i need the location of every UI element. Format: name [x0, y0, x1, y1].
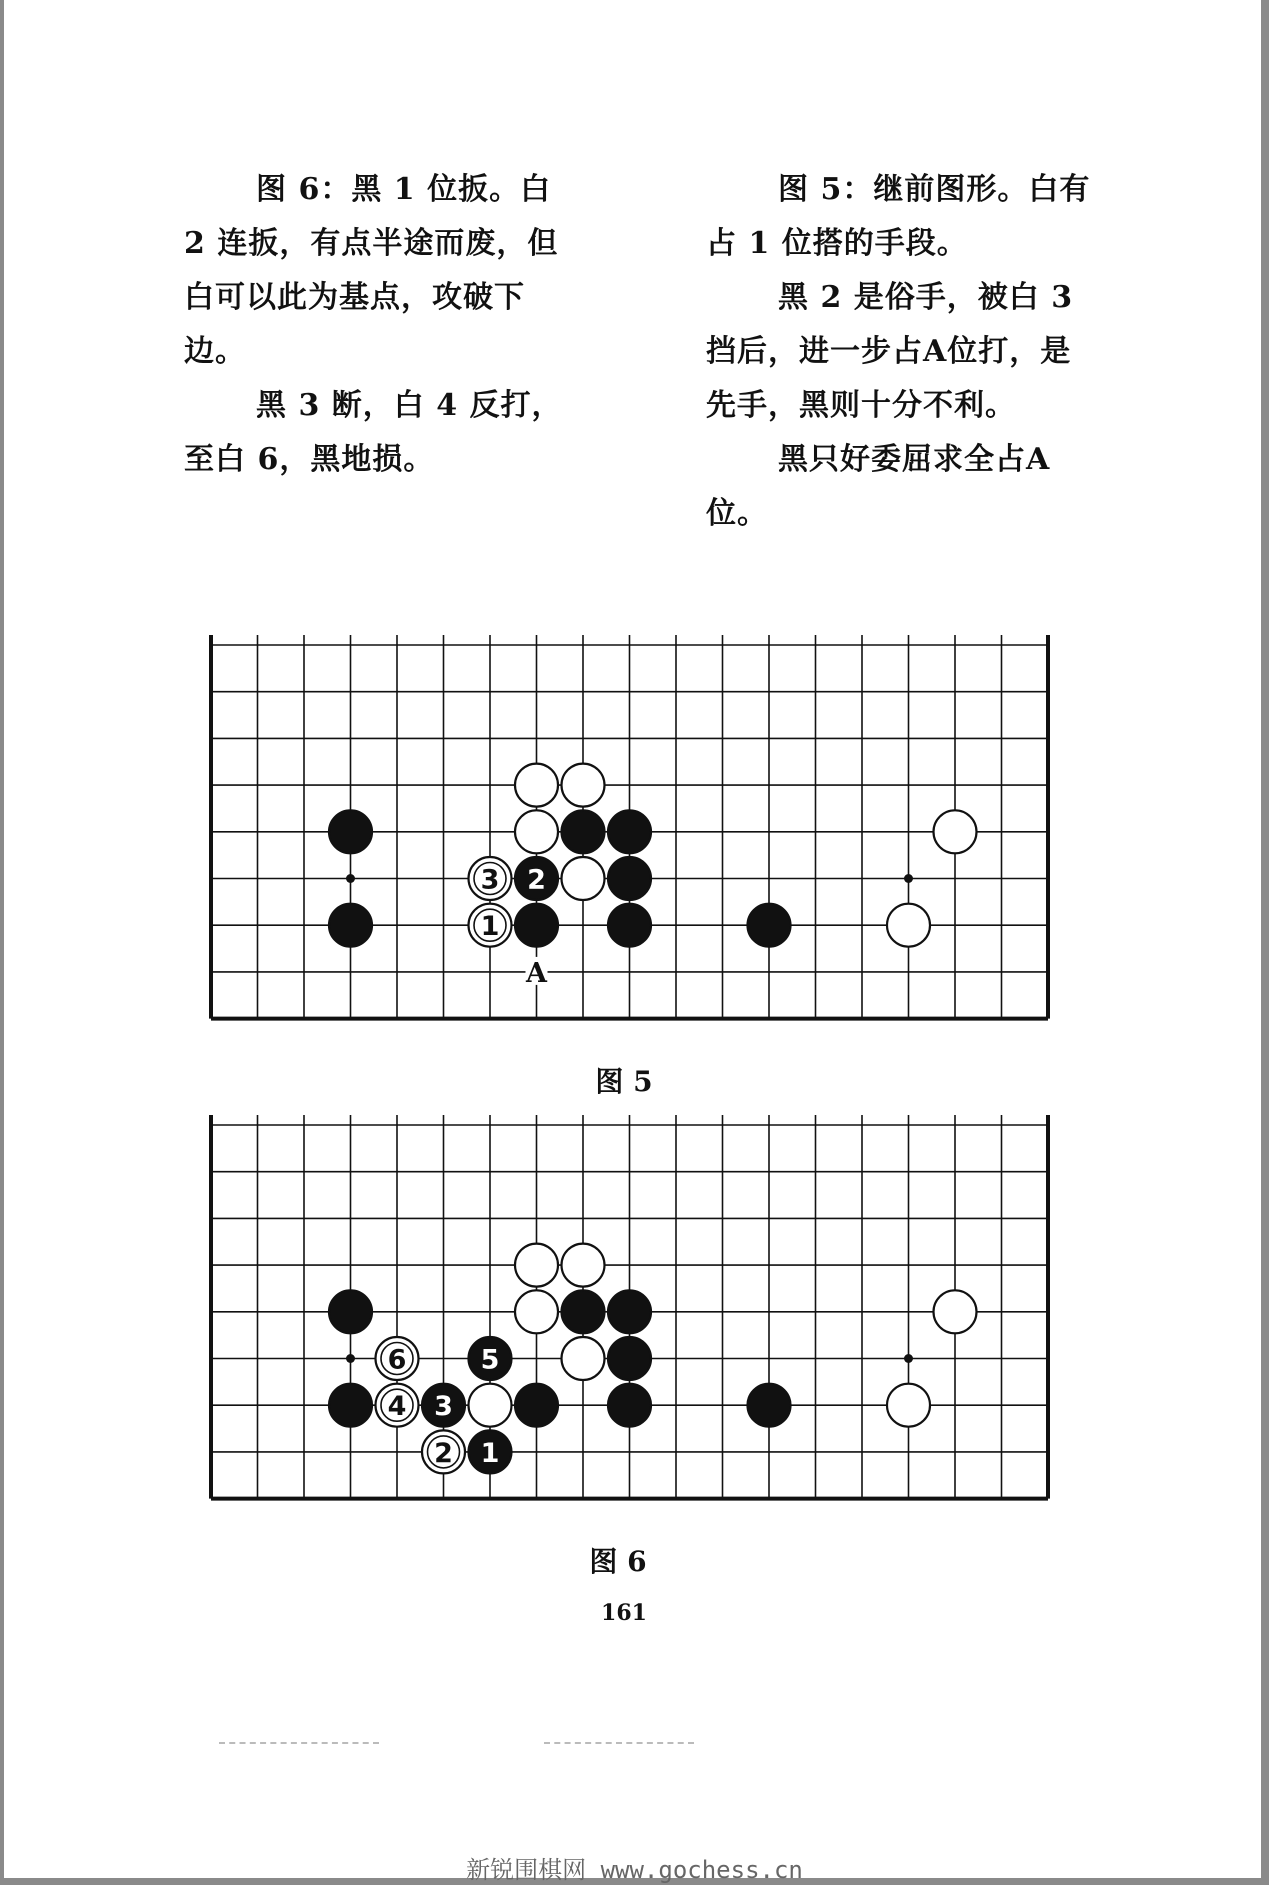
white-stone: [515, 764, 558, 807]
book-page: [4, 0, 1261, 1878]
move-number: 6: [387, 1344, 407, 1376]
black-stone: [748, 1384, 791, 1427]
black-stone: [329, 1290, 372, 1333]
diagram-5-caption: 图 5: [595, 1065, 653, 1098]
white-stone: [562, 857, 605, 900]
right-paragraph-1: 图 5：继前图形。白有占 1 位搭的手段。: [706, 172, 1091, 261]
left-paragraph-2: 黑 3 断，白 4 反打，至白 6，黑地损。: [184, 388, 563, 477]
go-diagram-5: [4, 630, 1261, 1050]
white-stone: [515, 1244, 558, 1287]
black-stone: [515, 1384, 558, 1427]
black-stone: [422, 1384, 465, 1427]
watermark-footer: 新锐围棋网 www.gochess.cn: [466, 1856, 803, 1884]
white-stone: [376, 1337, 419, 1380]
black-stone: [515, 857, 558, 900]
black-stone: [469, 1337, 512, 1380]
black-stone: [562, 810, 605, 853]
black-stone: [608, 1290, 651, 1333]
white-stone: [934, 810, 977, 853]
white-stone: [562, 1244, 605, 1287]
black-stone: [748, 904, 791, 947]
white-stone: [887, 904, 930, 947]
white-stone: [934, 1290, 977, 1333]
black-stone: [608, 1337, 651, 1380]
white-stone: [469, 1384, 512, 1427]
right-paragraph-3: 黑只好委屈求全占A位。: [706, 442, 1051, 531]
white-stone: [887, 1384, 930, 1427]
move-number: 3: [480, 864, 500, 896]
black-stone: [469, 1430, 512, 1473]
page-number: 161: [601, 1600, 647, 1626]
black-stone: [329, 810, 372, 853]
go-diagram-6: [4, 1110, 1261, 1530]
move-number: 2: [527, 864, 546, 896]
black-stone: [608, 810, 651, 853]
star-point: [904, 874, 913, 883]
right-paragraph-2: 黑 2 是俗手，被白 3 挡后，进一步占A位打，是先手，黑则十分不利。: [706, 280, 1074, 423]
move-number: 4: [387, 1391, 407, 1423]
white-stone: [422, 1430, 465, 1473]
star-point: [346, 874, 355, 883]
black-stone: [329, 904, 372, 947]
white-stone: [469, 904, 512, 947]
black-stone: [515, 904, 558, 947]
white-stone: [562, 764, 605, 807]
white-stone: [562, 1337, 605, 1380]
star-point: [904, 1354, 913, 1363]
scan-dash-left: [219, 1742, 379, 1744]
white-stone: [515, 1290, 558, 1333]
black-stone: [329, 1384, 372, 1427]
move-number: 1: [480, 1437, 500, 1469]
black-stone: [608, 904, 651, 947]
white-stone: [469, 857, 512, 900]
white-stone: [515, 810, 558, 853]
move-number: 1: [480, 911, 500, 943]
left-paragraph-1: 图 6：黑 1 位扳。白 2 连扳，有点半途而废，但白可以此为基点，攻破下边。: [184, 172, 559, 369]
white-stone: [376, 1384, 419, 1427]
point-label-a: A: [526, 957, 547, 989]
black-stone: [608, 1384, 651, 1427]
black-stone: [608, 857, 651, 900]
black-stone: [562, 1290, 605, 1333]
move-number: 5: [480, 1344, 500, 1376]
move-number: 3: [434, 1391, 453, 1423]
scan-dash-right: [544, 1742, 694, 1744]
star-point: [346, 1354, 355, 1363]
diagram-6-caption: 图 6: [589, 1545, 647, 1578]
move-number: 2: [434, 1437, 453, 1469]
